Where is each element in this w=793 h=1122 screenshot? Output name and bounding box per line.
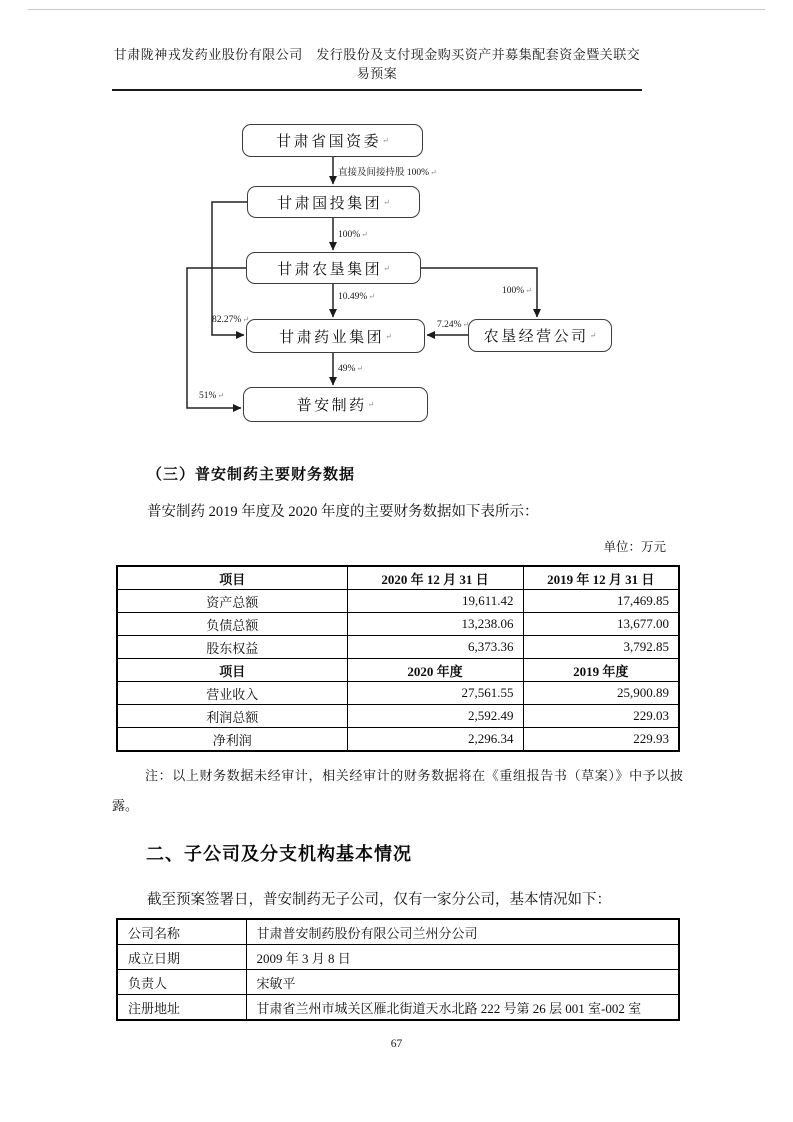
header-cell: 项目	[117, 659, 347, 682]
edge-label-direct-indirect	[338, 164, 437, 178]
table-row	[117, 705, 679, 728]
org-node-guoziwei	[242, 124, 423, 157]
edge-label-text: 7.24%	[437, 320, 462, 330]
header-cell: 2020 年 12 月 31 日	[347, 566, 523, 590]
branch-intro-paragraph: 截至预案签署日，普安制药无子公司，仅有一家分公司，基本情况如下：	[147, 892, 611, 908]
org-node-label: 农垦经营公司	[483, 329, 589, 345]
paragraph-mark: ↵	[361, 230, 368, 239]
edge-nongken-puan	[187, 268, 246, 408]
org-node-guotou	[247, 186, 420, 218]
edge-label-text: 100%	[502, 286, 525, 296]
paragraph-mark: ↵	[367, 400, 375, 409]
org-node-nongken-jingying	[468, 319, 612, 352]
value-cell: 甘肃普安制药股份有限公司兰州分公司	[246, 919, 679, 945]
paragraph-mark: ↵	[242, 315, 249, 324]
table-row	[117, 613, 679, 636]
table-row	[117, 682, 679, 705]
edge-label-nongken-jingying	[502, 286, 532, 296]
value-cell: 13,677.00	[523, 613, 679, 636]
value-cell: 2,296.34	[347, 728, 523, 752]
paragraph-mark: ↵	[525, 286, 532, 295]
label-cell: 负责人	[117, 970, 246, 995]
item-cell: 股东权益	[117, 636, 347, 659]
financial-data-table	[116, 565, 680, 752]
edge-label-guotou-pct	[338, 230, 368, 240]
item-cell: 负债总额	[117, 613, 347, 636]
value-cell: 甘肃省兰州市城关区雁北街道天水北路 222 号第 26 层 001 室-002 室	[246, 995, 679, 1021]
label-cell: 注册地址	[117, 995, 246, 1021]
edge-label-text: 10.49%	[338, 292, 368, 302]
edge-label-nongken-yaoye	[338, 292, 375, 302]
page-border-top	[28, 9, 765, 10]
value-cell: 宋敏平	[246, 970, 679, 995]
value-cell: 6,373.36	[347, 636, 523, 659]
paragraph-mark: ↵	[217, 391, 225, 400]
value-cell: 19,611.42	[347, 590, 523, 613]
paragraph-mark: ↵	[383, 197, 390, 207]
table-row	[117, 945, 679, 970]
table-header-row	[117, 566, 679, 590]
paragraph-mark: ↵	[589, 331, 597, 340]
edge-label-text: 51%	[199, 391, 217, 401]
value-cell: 2009 年 3 月 8 日	[246, 945, 679, 970]
item-cell: 资产总额	[117, 590, 347, 613]
org-node-label: 甘肃省国资委	[276, 134, 382, 150]
table-row	[117, 970, 679, 995]
paragraph-mark: ↵	[356, 364, 364, 373]
paragraph-mark: ↵	[430, 168, 437, 177]
table-row	[117, 636, 679, 659]
edge-label-text: 直接及间接持股 100%	[338, 168, 430, 178]
value-cell: 229.03	[523, 705, 679, 728]
paragraph-mark: ↵	[382, 136, 389, 145]
section-heading-branch: 二、子公司及分支机构基本情况	[146, 844, 412, 864]
org-node-yaoye	[246, 319, 425, 353]
value-cell: 25,900.89	[523, 682, 679, 705]
edge-label-text: 49%	[338, 364, 356, 374]
edge-label-guotou-yaoye	[212, 315, 249, 325]
value-cell: 17,469.85	[523, 590, 679, 613]
value-cell: 13,238.06	[347, 613, 523, 636]
edge-label-text: 82.27%	[212, 315, 242, 325]
paragraph-mark: ↵	[462, 320, 470, 329]
label-cell: 成立日期	[117, 945, 246, 970]
header-title: 甘肃陇神戎发药业股份有限公司 发行股份及支付现金购买资产并募集配套资金暨关联交易预案	[113, 47, 641, 81]
document-header	[112, 44, 642, 91]
value-cell: 2,592.49	[347, 705, 523, 728]
org-node-label: 甘肃药业集团	[279, 329, 385, 346]
table-row	[117, 590, 679, 613]
edge-label-yaoye-puan	[338, 364, 363, 374]
edge-label-nongken-puan	[199, 391, 224, 401]
item-cell: 营业收入	[117, 682, 347, 705]
header-cell: 2020 年度	[347, 659, 523, 682]
org-node-label: 普安制药	[296, 398, 367, 414]
edge-label-jingying-yaoye	[437, 320, 469, 330]
org-node-nongken	[246, 252, 421, 284]
value-cell: 3,792.85	[523, 636, 679, 659]
table-row	[117, 995, 679, 1021]
value-cell: 27,561.55	[347, 682, 523, 705]
unit-label: 单位：万元	[603, 540, 666, 554]
org-node-puan	[243, 387, 428, 422]
item-cell: 利润总额	[117, 705, 347, 728]
page-number: 67	[390, 1038, 403, 1050]
finance-intro-paragraph: 普安制药 2019 年度及 2020 年度的主要财务数据如下表所示：	[147, 504, 539, 520]
header-cell: 项目	[117, 566, 347, 590]
org-node-label: 甘肃农垦集团	[277, 261, 383, 278]
audit-note: 注：以上财务数据未经审计，相关经审计的财务数据将在《重组报告书（草案）》中予以披露。	[112, 768, 683, 813]
paragraph-mark: ↵	[385, 331, 392, 341]
label-cell: 公司名称	[117, 919, 246, 945]
table-row	[117, 919, 679, 945]
item-cell: 净利润	[117, 728, 347, 752]
paragraph-mark: ↵	[383, 263, 390, 273]
section-heading-finance: （三）普安制药主要财务数据	[147, 466, 356, 483]
paragraph-mark: ↵	[368, 292, 375, 301]
header-cell: 2019 年 12 月 31 日	[523, 566, 679, 590]
org-node-label: 甘肃国投集团	[277, 195, 383, 212]
branch-info-table	[116, 918, 680, 1021]
table-row	[117, 728, 679, 752]
header-cell: 2019 年度	[523, 659, 679, 682]
value-cell: 229.93	[523, 728, 679, 752]
table-header-row	[117, 659, 679, 682]
edge-label-text: 100%	[338, 230, 361, 240]
